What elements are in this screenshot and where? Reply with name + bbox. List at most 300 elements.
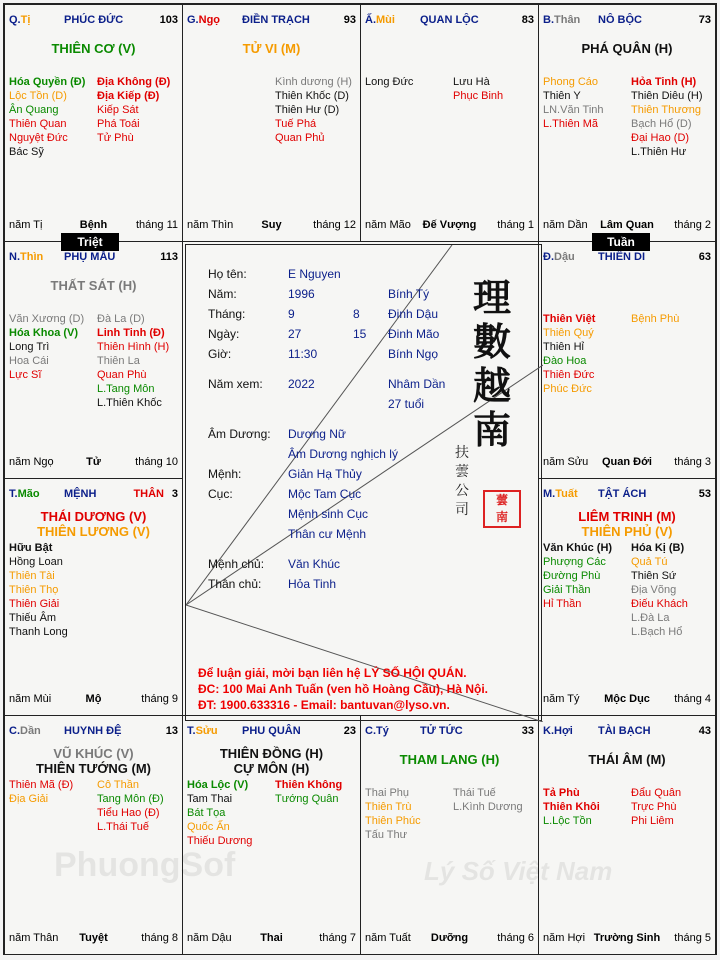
minor-star: Thiên Khốc (D) [275,90,349,102]
cuc-label: Cục: [208,487,233,501]
minor-star: Long Trì [9,341,50,353]
month-solar: 8 [353,307,360,321]
minor-star: Tướng Quân [275,793,339,805]
watermark-left: PhuongSof [54,846,236,884]
palace-thin [4,241,183,479]
month-label: tháng 5 [674,932,711,944]
palace-name: PHỤ MẪU [64,251,116,263]
palace-number: 13 [165,725,178,737]
palace-name: TỬ TỨC [420,725,463,737]
sig-char-1: 扶 [455,445,469,461]
minor-star: Quả Tú [631,556,668,568]
palace-header [543,251,711,267]
month-label: tháng 7 [319,932,356,944]
palace-header [187,14,356,30]
minor-star: Thiên Hình (H) [97,341,170,353]
year-label: năm Mão [365,219,411,231]
palace-tuat [538,478,716,716]
palace-footer [9,456,178,470]
branch-part: Dần [20,725,41,737]
minor-star: Tả Phù [543,787,580,799]
minor-star: Hóa Khoa (V) [9,327,79,339]
stars-left [187,778,252,848]
palace-header [9,725,178,741]
life-stage: Thai [260,932,283,944]
stars-left [543,75,604,131]
minor-star: Thiên Thương [631,104,702,116]
palace-hoi [538,715,716,955]
minor-star: Hồng Loan [9,556,63,568]
branch-part: Đ. [543,251,554,263]
minor-star: Địa Võng [631,584,677,596]
palace-footer [543,219,711,233]
minor-star: Địa Giải [9,793,49,805]
minor-star: Thiên Đức [543,369,595,381]
minor-star: Phúc Đức [543,383,592,395]
contact-phone-email[interactable]: ĐT: 1900.633316 - Email: bantuvan@lyso.vn. [198,698,450,712]
amduong-value: Dương Nữ [288,427,346,441]
stars-left [365,75,413,89]
stars-right [631,75,703,159]
calligraphy-logo [462,276,522,452]
month-can: Đinh Dậu [388,307,439,321]
year-label: năm Tuất [365,932,411,944]
branch-part: Dậu [554,251,575,263]
minor-star: Thiên Thọ [9,584,59,596]
main-stars [5,509,182,539]
life-stage: Lâm Quan [600,219,654,231]
month-label: tháng 4 [674,693,711,705]
minor-star: L.Thái Tuế [97,821,149,833]
branch-part: Ngọ [198,14,221,26]
minor-star: Đào Hoa [543,355,587,367]
main-star: THIÊN TƯỚNG (M) [35,761,152,776]
month-label: tháng 2 [674,219,711,231]
sig-char-3: 公 [455,483,469,499]
watermark-right: Lý Số Việt Nam [424,856,613,886]
triet-tag: Triệt [61,233,119,251]
palace-name: QUAN LỘC [420,14,479,26]
branch-part: C. [365,725,376,737]
palace-footer [9,219,178,233]
year-label: năm Mùi [9,693,52,705]
main-star: VŨ KHÚC (V) [53,746,134,761]
palace-ty [360,715,539,955]
year-can: Bính Tý [388,287,430,301]
branch-part: Tuất [555,488,578,500]
minor-star: Thiên Hỉ [543,341,584,353]
minor-star: Nguyệt Đức [9,132,68,144]
year-label: năm Hợi [543,932,586,944]
minor-star: Thiên Việt [543,313,596,325]
minor-star: Hóa Kị (B) [631,542,685,554]
life-stage: Mộc Dục [604,693,650,705]
palace-footer [9,693,178,707]
palace-name: THIÊN DI [598,251,646,263]
branch-part: B. [543,14,554,26]
month-label: tháng 6 [497,932,534,944]
life-stage: Suy [261,219,282,231]
minor-star: Thiên Mã (Đ) [9,779,74,791]
main-star: THÁI DƯƠNG (V) [40,509,147,524]
minor-star: L.Tang Môn [97,383,155,395]
minor-star: Phi Liêm [631,815,674,827]
minor-star: Tang Môn (Đ) [97,793,164,805]
stars-right [97,75,170,145]
minor-star: Đại Hao (D) [631,132,690,144]
stars-right [631,786,681,828]
main-stars [539,41,715,56]
life-stage: Bệnh [79,219,108,231]
month-lunar: 9 [288,307,295,321]
minor-star: L.Thiên Hư [631,146,687,158]
palace-header [543,488,711,504]
day-lunar: 27 [288,327,302,341]
minor-star: Cô Thần [97,779,139,791]
palace-name: MỆNH [64,488,97,500]
palace-footer [365,932,534,946]
minor-star: Thiên La [97,355,140,367]
logo-char-2: 數 [472,319,511,364]
cuc-note-1: Mệnh sinh Cục [288,507,369,521]
stars-left [9,75,85,159]
palace-branch [543,725,573,737]
minor-star: LN.Văn Tinh [543,104,604,116]
minor-star: Phá Toái [97,118,140,130]
contact-block [198,665,488,713]
minor-star: Thiên Sứ [631,570,677,582]
menh-label: Mệnh: [208,467,242,481]
minor-star: Văn Khúc (H) [543,542,613,554]
minor-star: L.Kình Dương [453,801,523,813]
minor-star: Điếu Khách [631,598,688,610]
thanchu-value: Hỏa Tinh [288,577,337,591]
minor-star: Thiên Quan [9,118,67,130]
life-stage: Tuyệt [79,932,108,944]
hour-label: Giờ: [208,347,232,361]
palace-number: 23 [343,725,356,737]
main-stars [183,41,360,56]
month-label: Tháng: [208,307,246,321]
palace-branch [543,14,580,26]
palace-header [543,14,711,30]
palace-header [365,14,534,30]
life-stage: Mộ [85,693,102,705]
minor-star: Đà La (D) [97,313,145,325]
contact-address: ĐC: 100 Mai Anh Tuấn (ven hồ Hoàng Cầu), Hà Nội. [198,682,489,696]
palace-number: 103 [159,14,178,26]
main-star: THIÊN LƯƠNG (V) [37,524,150,539]
minor-star: Trực Phù [631,801,677,813]
palace-name: PHÚC ĐỨC [64,14,124,26]
stars-right [275,75,352,145]
stars-left [9,312,84,382]
minor-star: Kình dương (H) [275,76,352,88]
cuc-note-2: Thân cư Mệnh [288,527,367,541]
stars-left [9,778,73,806]
palace-footer [543,932,711,946]
thanchu-label: Thân chủ: [208,577,262,591]
palace-header [543,725,711,741]
menhchu-value: Văn Khúc [288,557,341,571]
palace-branch [365,725,389,737]
palace-dan [4,715,183,955]
palace-number: 73 [698,14,711,26]
main-star: THÁI ÂM (M) [588,752,666,767]
main-stars [539,509,715,539]
branch-part: Mùi [376,14,395,26]
main-star: TỬ VI (M) [242,41,301,56]
palace-footer [365,219,534,233]
company-signature [452,444,472,520]
palace-header [187,725,356,741]
year-label: năm Ngọ [9,456,54,468]
contact-line-1: Để luận giải, mời bạn liên hệ LÝ SỐ HỘI QUÁN. [198,666,467,680]
minor-star: Thiên Diêu (H) [631,90,703,102]
logo-char-1: 理 [472,275,511,320]
palace-header [365,725,534,741]
stars-left [9,541,68,639]
palace-branch [543,251,575,263]
tuan-tag: Tuần [592,233,650,251]
minor-star: L.Thiên Mã [543,118,599,130]
main-star: PHÁ QUÂN (H) [581,41,673,56]
palace-number: 43 [698,725,711,737]
minor-star: Tam Thai [187,793,233,805]
main-star: THIÊN ĐỒNG (H) [219,746,324,761]
palace-than [538,4,716,242]
minor-star: Thiếu Dương [187,835,253,847]
minor-star: Lực Sĩ [9,369,42,381]
branch-part: Tị [20,14,31,26]
palace-ti [4,4,183,242]
branch-part: N. [9,251,20,263]
minor-star: Giải Thần [543,584,591,596]
palace-footer [187,932,356,946]
palace-number: 63 [698,251,711,263]
branch-part: Ấ. [365,14,376,26]
menh-value: Giản Hạ Thủy [288,467,362,481]
minor-star: L.Bạch Hổ [631,626,683,638]
stars-right [453,786,523,814]
minor-star: Bác Sỹ [9,146,44,158]
palace-footer [543,456,711,470]
minor-star: Phục Binh [453,90,504,102]
stars-left [365,786,421,842]
year-label: năm Tị [9,219,43,231]
palace-number: 93 [343,14,356,26]
hour-value: 11:30 [288,347,318,361]
branch-part: Mão [17,488,40,500]
day-can: Đinh Mão [388,327,440,341]
minor-star: Hữu Bật [9,542,53,554]
minor-star: Long Đức [365,76,414,88]
logo-char-3: 越 [472,363,511,408]
branch-part: T. [187,725,196,737]
stars-right [631,541,688,639]
minor-star: Quốc Ấn [187,821,230,833]
palace-branch [365,14,395,26]
life-stage: Dưỡng [430,932,469,944]
minor-star: Hoa Cái [9,355,49,367]
minor-star: Tấu Thư [365,829,408,841]
life-stage: Đế Vượng [422,219,477,231]
minor-star: Quan Phù [97,369,147,381]
minor-star: Kiếp Sát [97,104,139,116]
minor-star: Ân Quang [9,104,59,116]
minor-star: Bệnh Phù [631,313,680,325]
palace-header [9,488,178,504]
than-marker: THÂN [133,488,164,500]
minor-star: Quan Phủ [275,132,325,144]
sig-char-2: 蕓 [455,464,469,480]
minor-star: Địa Không (Đ) [97,76,171,88]
minor-star: Hóa Lộc (V) [187,779,249,791]
year-label: năm Dậu [187,932,232,944]
palace-name: NÔ BỘC [598,14,642,26]
name-value: E Nguyen [288,267,341,281]
stars-left [543,786,600,828]
minor-star: Bát Tọa [187,807,226,819]
minor-star: Thiếu Âm [9,612,57,624]
palace-name: PHU QUÂN [242,725,301,737]
stars-right [97,312,169,410]
minor-star: Đẩu Quân [631,787,682,799]
minor-star: Thiên Quý [543,327,594,339]
palace-name: TÀI BẠCH [598,725,651,737]
day-label: Ngày: [208,327,240,341]
main-stars [5,746,182,776]
year-label: Năm: [208,287,237,301]
minor-star: L.Lộc Tồn [543,815,592,827]
branch-part: Tý [376,725,389,737]
branch-part: C. [9,725,20,737]
sig-char-4: 司 [455,502,469,518]
branch-part: M. [543,488,556,500]
stars-right [97,778,164,834]
minor-star: Văn Xương (D) [9,313,85,325]
branch-part: T. [9,488,18,500]
red-stamp-seal: 蕓 南 [483,490,521,528]
minor-star: Thiên Y [543,90,581,102]
view-year-value: 2022 [288,377,315,391]
year-label: năm Thìn [187,219,234,231]
view-year-label: Năm xem: [208,377,263,391]
minor-star: Hỏa Tinh (H) [631,76,697,88]
view-year-can: Nhâm Dần [388,377,446,391]
year-label: năm Tý [543,693,580,705]
palace-branch [187,14,220,26]
month-label: tháng 9 [141,693,178,705]
stars-right [453,75,503,103]
hour-can: Bính Ngọ [388,347,439,361]
palace-footer [543,693,711,707]
month-label: tháng 10 [135,456,178,468]
branch-part: Thân [554,14,581,26]
palace-branch [187,725,218,737]
year-value: 1996 [288,287,315,301]
palace-branch [9,725,41,737]
month-label: tháng 1 [497,219,534,231]
minor-star: Linh Tinh (Đ) [97,327,165,339]
palace-header [9,251,178,267]
minor-star: Lộc Tồn (D) [9,90,67,102]
month-label: tháng 12 [313,219,356,231]
minor-star: L.Đà La [631,612,670,624]
palace-number: 33 [521,725,534,737]
age-value: 27 tuổi [388,397,425,411]
year-label: năm Thân [9,932,59,944]
branch-part: Sửu [195,725,218,737]
month-label: tháng 11 [135,219,178,231]
amduong-label: Âm Dương: [208,427,271,441]
stars-right [631,312,679,326]
minor-star: Thiên Khôi [543,801,600,813]
main-star: THAM LANG (H) [399,752,500,767]
palace-number: 3 [171,488,178,500]
life-stage: Tử [86,456,101,468]
minor-star: Hóa Quyền (Đ) [9,76,86,88]
name-label: Họ tên: [208,267,247,281]
branch-part: G. [187,14,199,26]
minor-star: Tiểu Hao (Đ) [97,807,160,819]
palace-footer [9,932,178,946]
minor-star: Thiên Không [275,779,343,791]
branch-part: K. [543,725,554,737]
main-star: CỰ MÔN (H) [233,761,310,776]
palace-number: 53 [698,488,711,500]
minor-star: Thái Tuế [453,787,496,799]
minor-star: Hỉ Thần [543,598,582,610]
palace-name: ĐIỀN TRẠCH [242,14,310,26]
palace-name: HUYNH ĐỆ [64,725,122,737]
palace-mui [360,4,539,242]
main-stars [5,278,182,293]
menhchu-label: Mệnh chủ: [208,557,265,571]
palace-branch [9,251,43,263]
minor-star: Tử Phù [97,132,134,144]
stars-right [275,778,342,806]
palace-branch [9,14,30,26]
minor-star: Thiên Trù [365,801,412,813]
main-stars [5,41,182,56]
minor-star: Thiên Hư (D) [275,104,340,116]
main-star: THẤT SÁT (H) [50,278,137,293]
stars-left [543,541,612,611]
horoscope-chart [3,3,717,955]
palace-footer [187,219,356,233]
palace-branch [9,488,40,500]
minor-star: L.Thiên Khốc [97,397,162,409]
minor-star: Phong Cáo [543,76,599,88]
life-stage: Trường Sinh [593,932,661,944]
minor-star: Lưu Hà [453,76,490,88]
year-label: năm Sửu [543,456,589,468]
branch-part: Thìn [20,251,44,263]
branch-part: Q. [9,14,21,26]
year-label: năm Dần [543,219,588,231]
main-star: THIÊN PHỦ (V) [581,524,673,539]
minor-star: Thiên Tài [9,570,55,582]
main-star: LIÊM TRINH (M) [578,509,676,524]
palace-number: 83 [521,14,534,26]
minor-star: Tuế Phá [275,118,317,130]
main-stars [183,746,360,776]
day-solar: 15 [353,327,367,341]
month-label: tháng 8 [141,932,178,944]
minor-star: Thanh Long [9,626,68,638]
minor-star: Đường Phù [543,570,601,582]
